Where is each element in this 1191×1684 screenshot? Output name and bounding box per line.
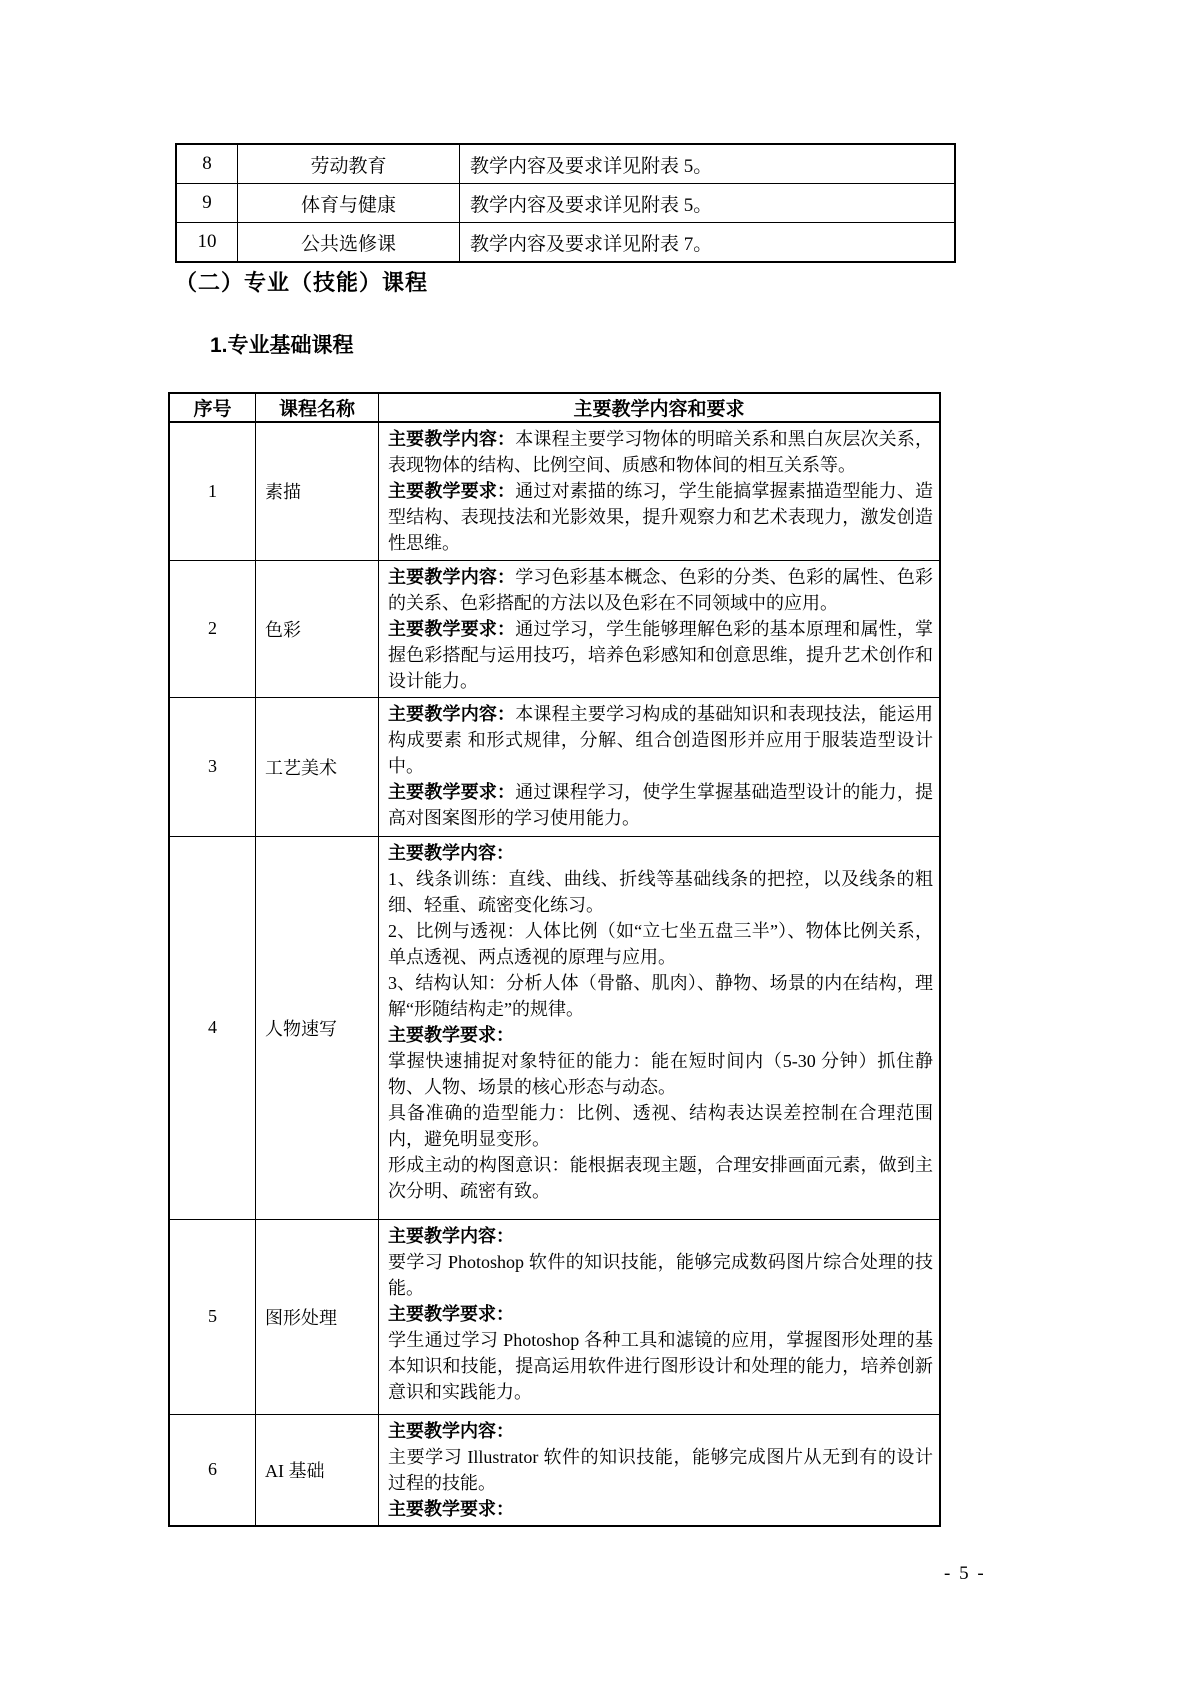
paragraph-label: 主要教学内容：: [388, 429, 516, 449]
row-number: 1: [169, 422, 256, 560]
course-row: [169, 1219, 940, 1414]
section-heading: （二）专业（技能）课程: [175, 270, 429, 295]
paragraph-label: 主要教学要求：: [388, 1303, 514, 1324]
content-paragraph: 形成主动的构图意识：能根据表现主题，合理安排画面元素，做到主次分明、疏密有致。: [388, 1154, 933, 1201]
page-number: - 5 -: [944, 1563, 986, 1584]
paragraph-label: 主要教学要求：: [388, 781, 516, 802]
paragraph-label: 主要教学要求：: [388, 618, 516, 639]
content-paragraph: 主要教学内容：本课程主要学习构成的基础知识和表现技法，能运用构成要素 和形式规律，分解、组合创造图形并应用于服装造型设计中。: [388, 703, 934, 776]
paragraph-label: 主要教学内容：: [388, 842, 514, 863]
content-paragraph: 学生通过学习 Photoshop 各种工具和滤镜的应用，掌握图形处理的基本知识和技能，提高运用软件进行图形设计和处理的能力，培养创新意识和实践能力。: [388, 1329, 933, 1402]
summary-table: [175, 143, 956, 263]
course-row: [169, 836, 940, 1219]
course-name: 色彩: [256, 560, 379, 697]
paragraph-label: 主要教学要求：: [388, 1498, 514, 1519]
content-paragraph: 主要教学要求：通过对素描的练习，学生能搞掌握素描造型能力、造型结构、表现技法和光影效果，提升观察力和艺术表现力，激发创造性思维。: [388, 481, 934, 553]
summary-table-body: [176, 144, 955, 262]
column-header: 主要教学内容和要求: [379, 393, 941, 422]
paragraph-label: 主要教学内容：: [388, 1420, 514, 1441]
course-name: 劳动教育: [238, 144, 460, 184]
course-desc: 教学内容及要求详见附表 5。: [460, 144, 956, 184]
row-number: 8: [176, 144, 238, 184]
courses-table-head: [169, 393, 940, 422]
column-header: 序号: [169, 393, 256, 422]
paragraph-label: 主要教学内容：: [388, 703, 516, 724]
content-paragraph: [388, 1418, 933, 1444]
courses-table: [168, 392, 941, 1527]
courses-table-body: [169, 422, 940, 1526]
course-row: [169, 560, 940, 697]
course-content: [379, 1414, 941, 1526]
paragraph-label: 主要教学要求：: [388, 1024, 514, 1045]
course-name: 人物速写: [256, 836, 379, 1219]
course-content: [379, 1219, 941, 1414]
content-paragraph: 具备准确的造型能力：比例、透视、结构表达误差控制在合理范围内，避免明显变形。: [388, 1102, 933, 1149]
course-desc: 教学内容及要求详见附表 5。: [460, 184, 956, 223]
content-paragraph: 主要学习 Illustrator 软件的知识技能，能够完成图片从无到有的设计过程的技能。: [388, 1446, 933, 1493]
course-content: [379, 560, 941, 697]
summary-row: [176, 223, 955, 263]
paragraph-label: 主要教学要求：: [388, 481, 516, 501]
row-number: 2: [169, 560, 256, 697]
summary-row: [176, 184, 955, 223]
paragraph-label: 主要教学内容：: [388, 1225, 514, 1246]
row-number: 4: [169, 836, 256, 1219]
course-name: 体育与健康: [238, 184, 460, 223]
paragraph-label: 主要教学内容：: [388, 566, 516, 587]
course-content: [379, 836, 941, 1219]
course-name: 素描: [256, 422, 379, 560]
course-name: 公共选修课: [238, 223, 460, 263]
content-paragraph: [388, 1022, 933, 1048]
content-paragraph: 掌握快速捕捉对象特征的能力：能在短时间内（5-30 分钟）抓住静物、人物、场景的核心形态与动态。: [388, 1050, 933, 1097]
content-paragraph: 主要教学要求：通过学习，学生能够理解色彩的基本原理和属性，掌握色彩搭配与运用技巧，培养色彩感知和创意思维，提升艺术创作和设计能力。: [388, 618, 934, 691]
content-paragraph: 要学习 Photoshop 软件的知识技能，能够完成数码图片综合处理的技能。: [388, 1251, 933, 1298]
course-desc: 教学内容及要求详见附表 7。: [460, 223, 956, 263]
course-name: 图形处理: [256, 1219, 379, 1414]
content-paragraph: [388, 1301, 933, 1327]
course-name: AI 基础: [256, 1414, 379, 1526]
course-content: [379, 422, 941, 560]
content-paragraph: 主要教学内容：本课程主要学习物体的明暗关系和黑白灰层次关系，表现物体的结构、比例空间、质感和物体间的相互关系等。: [388, 429, 934, 475]
content-paragraph: 1、线条训练：直线、曲线、折线等基础线条的把控，以及线条的粗细、轻重、疏密变化练习。: [388, 868, 933, 915]
row-number: 3: [169, 697, 256, 836]
sub-heading: 1.专业基础课程: [210, 334, 354, 357]
course-row: [169, 422, 940, 560]
summary-row: [176, 144, 955, 184]
content-paragraph: 主要教学要求：通过课程学习，使学生掌握基础造型设计的能力，提高对图案图形的学习使用能力。: [388, 781, 934, 828]
row-number: 10: [176, 223, 238, 263]
row-number: 6: [169, 1414, 256, 1526]
course-name: 工艺美术: [256, 697, 379, 836]
content-paragraph: [388, 1223, 933, 1249]
content-paragraph: 3、结构认知：分析人体（骨骼、肌肉）、静物、场景的内在结构，理解“形随结构走”的规律。: [388, 972, 933, 1019]
row-number: 9: [176, 184, 238, 223]
course-row: [169, 697, 940, 836]
content-paragraph: [388, 840, 933, 866]
content-paragraph: [388, 1496, 933, 1522]
content-paragraph: 主要教学内容：学习色彩基本概念、色彩的分类、色彩的属性、色彩的关系、色彩搭配的方法以及色彩在不同领域中的应用。: [388, 566, 934, 613]
column-header: 课程名称: [256, 393, 379, 422]
courses-header-row: [169, 393, 940, 422]
row-number: 5: [169, 1219, 256, 1414]
content-paragraph: 2、比例与透视：人体比例（如“立七坐五盘三半”）、物体比例关系，单点透视、两点透视的原理与应用。: [388, 920, 933, 967]
course-content: [379, 697, 941, 836]
course-row: [169, 1414, 940, 1526]
